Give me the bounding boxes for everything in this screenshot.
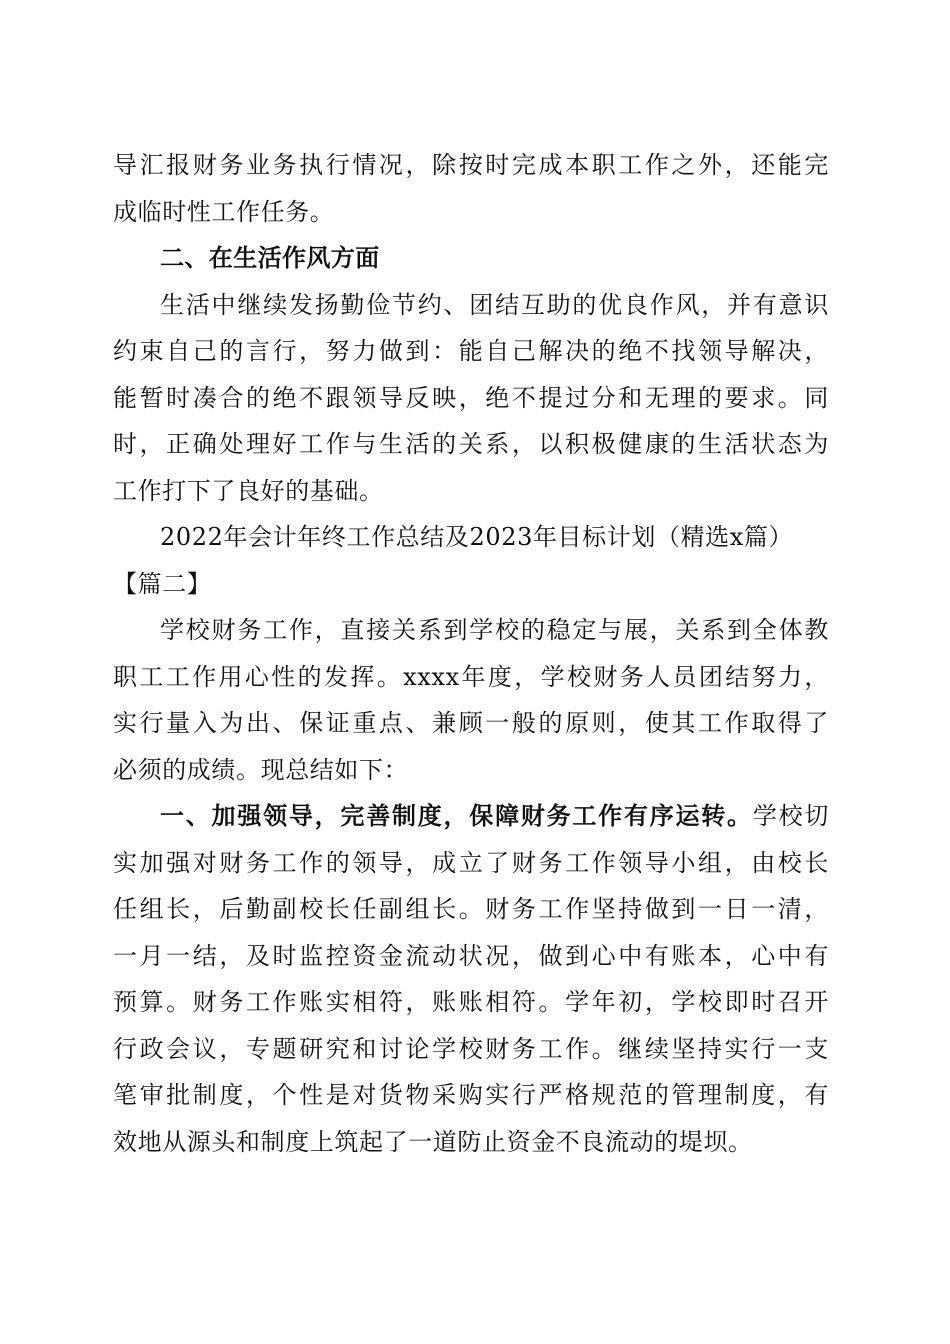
paragraph-lead-heading: 一、加强领导，完善制度，保障财务工作有序运转。	[160, 802, 753, 830]
text-line: 能暂时凑合的绝不跟领导反映，绝不提过分和无理的要求。同	[113, 383, 829, 412]
paragraph-leadership	[113, 793, 829, 1165]
article-title	[113, 514, 829, 607]
text-line: 实加强对财务工作的领导，成立了财务工作领导小组，由校长	[113, 848, 829, 877]
text-line	[113, 793, 829, 840]
text-line: 成临时性工作任务。	[113, 197, 335, 226]
section-heading-lifestyle: 二、在生活作风方面	[160, 244, 380, 272]
text-line: 生活中继续发扬勤俭节约、团结互助的优良作风，并有意识	[160, 290, 829, 319]
text-line: 时，正确处理好工作与生活的关系，以积极健康的生活状态为	[113, 430, 829, 458]
paragraph-lifestyle	[113, 282, 829, 515]
text-line: 工作打下了良好的基础。	[113, 476, 384, 505]
text-line: 效地从源头和制度上筑起了一道防止资金不良流动的堤坝。	[113, 1127, 753, 1156]
text-line: 行政会议，专题研究和讨论学校财务工作。继续坚持实行一支	[113, 1034, 829, 1063]
paragraph-intro	[113, 607, 829, 793]
article-part-label: 【篇二】	[113, 569, 212, 598]
paragraph-continued	[113, 142, 829, 235]
text-line: 职工工作用心性的发挥。xxxx年度，学校财务人员团结努力，	[113, 662, 829, 691]
text-line: 预算。财务工作账实相符，账账相符。学年初，学校即时召开	[113, 988, 829, 1016]
text-line: 约束自己的言行，努力做到：能自己解决的绝不找领导解决，	[113, 337, 829, 365]
text-line: 必须的成绩。现总结如下：	[113, 755, 409, 784]
text-line: 任组长，后勤副校长任副组长。财务工作坚持做到一日一清，	[113, 895, 829, 923]
text-line: 导汇报财务业务执行情况，除按时完成本职工作之外，还能完	[113, 151, 829, 179]
document-body	[113, 142, 829, 1165]
paragraph-lead-text: 学校切	[752, 802, 829, 830]
text-line: 笔审批制度，个性是对货物采购实行严格规范的管理制度，有	[113, 1081, 829, 1109]
text-line: 实行量入为出、保证重点、兼顾一般的原则，使其工作取得了	[113, 709, 829, 737]
article-title-line: 2022年会计年终工作总结及2023年目标计划（精选x篇）	[160, 523, 794, 551]
text-line: 一月一结，及时监控资金流动状况，做到心中有账本，心中有	[113, 941, 829, 970]
text-line: 学校财务工作，直接关系到学校的稳定与展，关系到全体教	[160, 616, 829, 644]
